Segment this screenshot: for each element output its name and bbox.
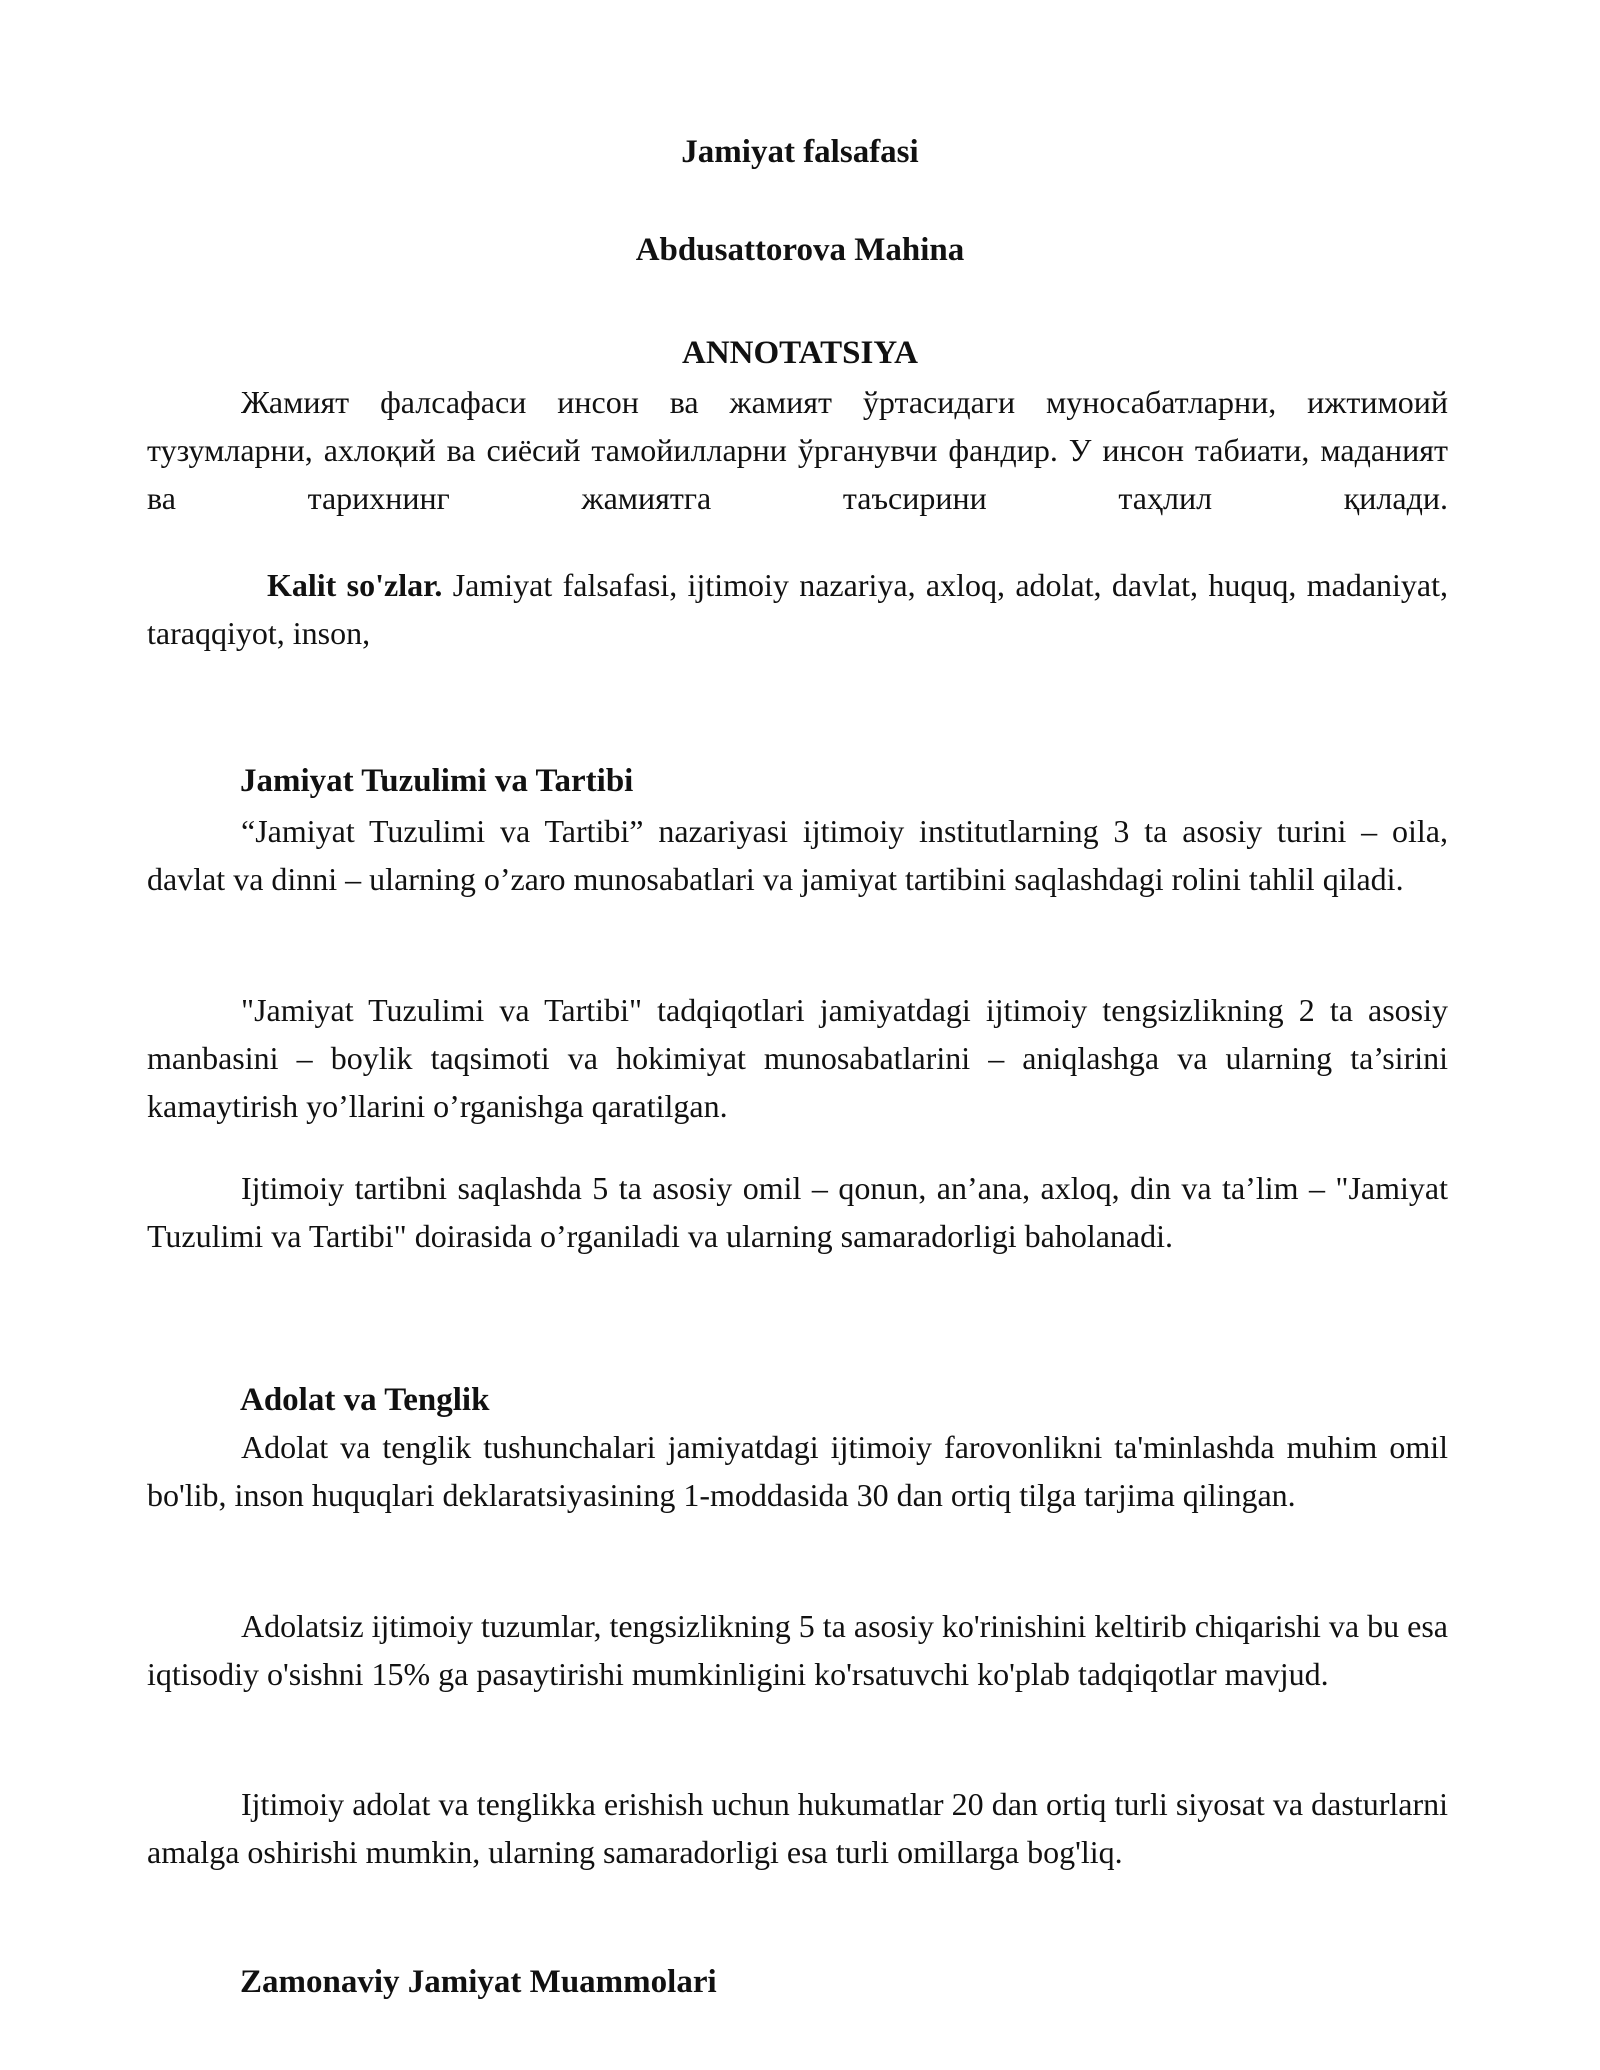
keywords-label: Kalit so'zlar. [267, 567, 443, 603]
section-heading-adolat-va-tenglik: Adolat va Tenglik [240, 1382, 490, 1418]
keywords-paragraph [147, 561, 1448, 657]
annotation-heading: ANNOTATSIYA [682, 335, 918, 371]
section-2-paragraph-1: Adolat va tenglik tushunchalari jamiyatdagi ijtimoiy farovonlikni ta'minlashda muhim omil bo'lib, inson huquqlari deklaratsiyasining 1-moddasida 30 dan ortiq tilga tarjima qilingan. [147, 1429, 1448, 1513]
annotation-text: Жамият фалсафаси инсон ва жамият ўртасидаги муносабатларни, ижтимоий тузумларни, ахлоқий ва сиёсий тамойилларни ўрганувчи фандир. У инсон табиати, маданият ва тарихнинг жамиятга таъсирини таҳлил қилади. [147, 384, 1448, 516]
section-1-paragraph-2: "Jamiyat Tuzulimi va Tartibi" tadqiqotlari jamiyatdagi ijtimoiy tengsizlikning 2 ta asosiy manbasini – boylik taqsimoti va hokimiyat munosabatlarini – aniqlashga va ularning ta’sirini kamaytirish yo’llarini o’rganishga qaratilgan. [147, 992, 1448, 1124]
section-heading-jamiyat-tuzulimi: Jamiyat Tuzulimi va Tartibi [240, 763, 634, 799]
author-name: Abdusattorova Mahina [635, 232, 965, 268]
document-title: Jamiyat falsafasi [681, 134, 919, 170]
section-2-paragraph-3: Ijtimoiy adolat va tenglikka erishish uchun hukumatlar 20 dan ortiq turli siyosat va dasturlarni amalga oshirishi mumkin, ularning samaradorligi esa turli omillarga bog'liq. [147, 1786, 1448, 1870]
section-2-paragraph-2: Adolatsiz ijtimoiy tuzumlar, tengsizlikning 5 ta asosiy ko'rinishini keltirib chiqarishi va bu esa iqtisodiy o'sishni 15% ga pasaytirishi mumkinligini ko'rsatuvchi ko'plab tadqiqotlar mavjud. [147, 1608, 1448, 1692]
keywords-text: Jamiyat falsafasi, ijtimoiy nazariya, axloq, adolat, davlat, huquq, madaniyat, taraqqiyot, inson, [147, 567, 1449, 651]
section-1-paragraph-1: “Jamiyat Tuzulimi va Tartibi” nazariyasi ijtimoiy institutlarning 3 ta asosiy turini – oila, davlat va dinni – ularning o’zaro munosabatlari va jamiyat tartibini saqlashdagi rolini tahlil qiladi. [147, 813, 1448, 897]
section-1-paragraph-3: Ijtimoiy tartibni saqlashda 5 ta asosiy omil – qonun, an’ana, axloq, din va ta’lim – "Jamiyat Tuzulimi va Tartibi" doirasida o’rganiladi va ularning samaradorligi baholanadi. [147, 1170, 1448, 1254]
section-heading-zamonaviy-muammolar: Zamonaviy Jamiyat Muammolari [240, 1964, 717, 2000]
